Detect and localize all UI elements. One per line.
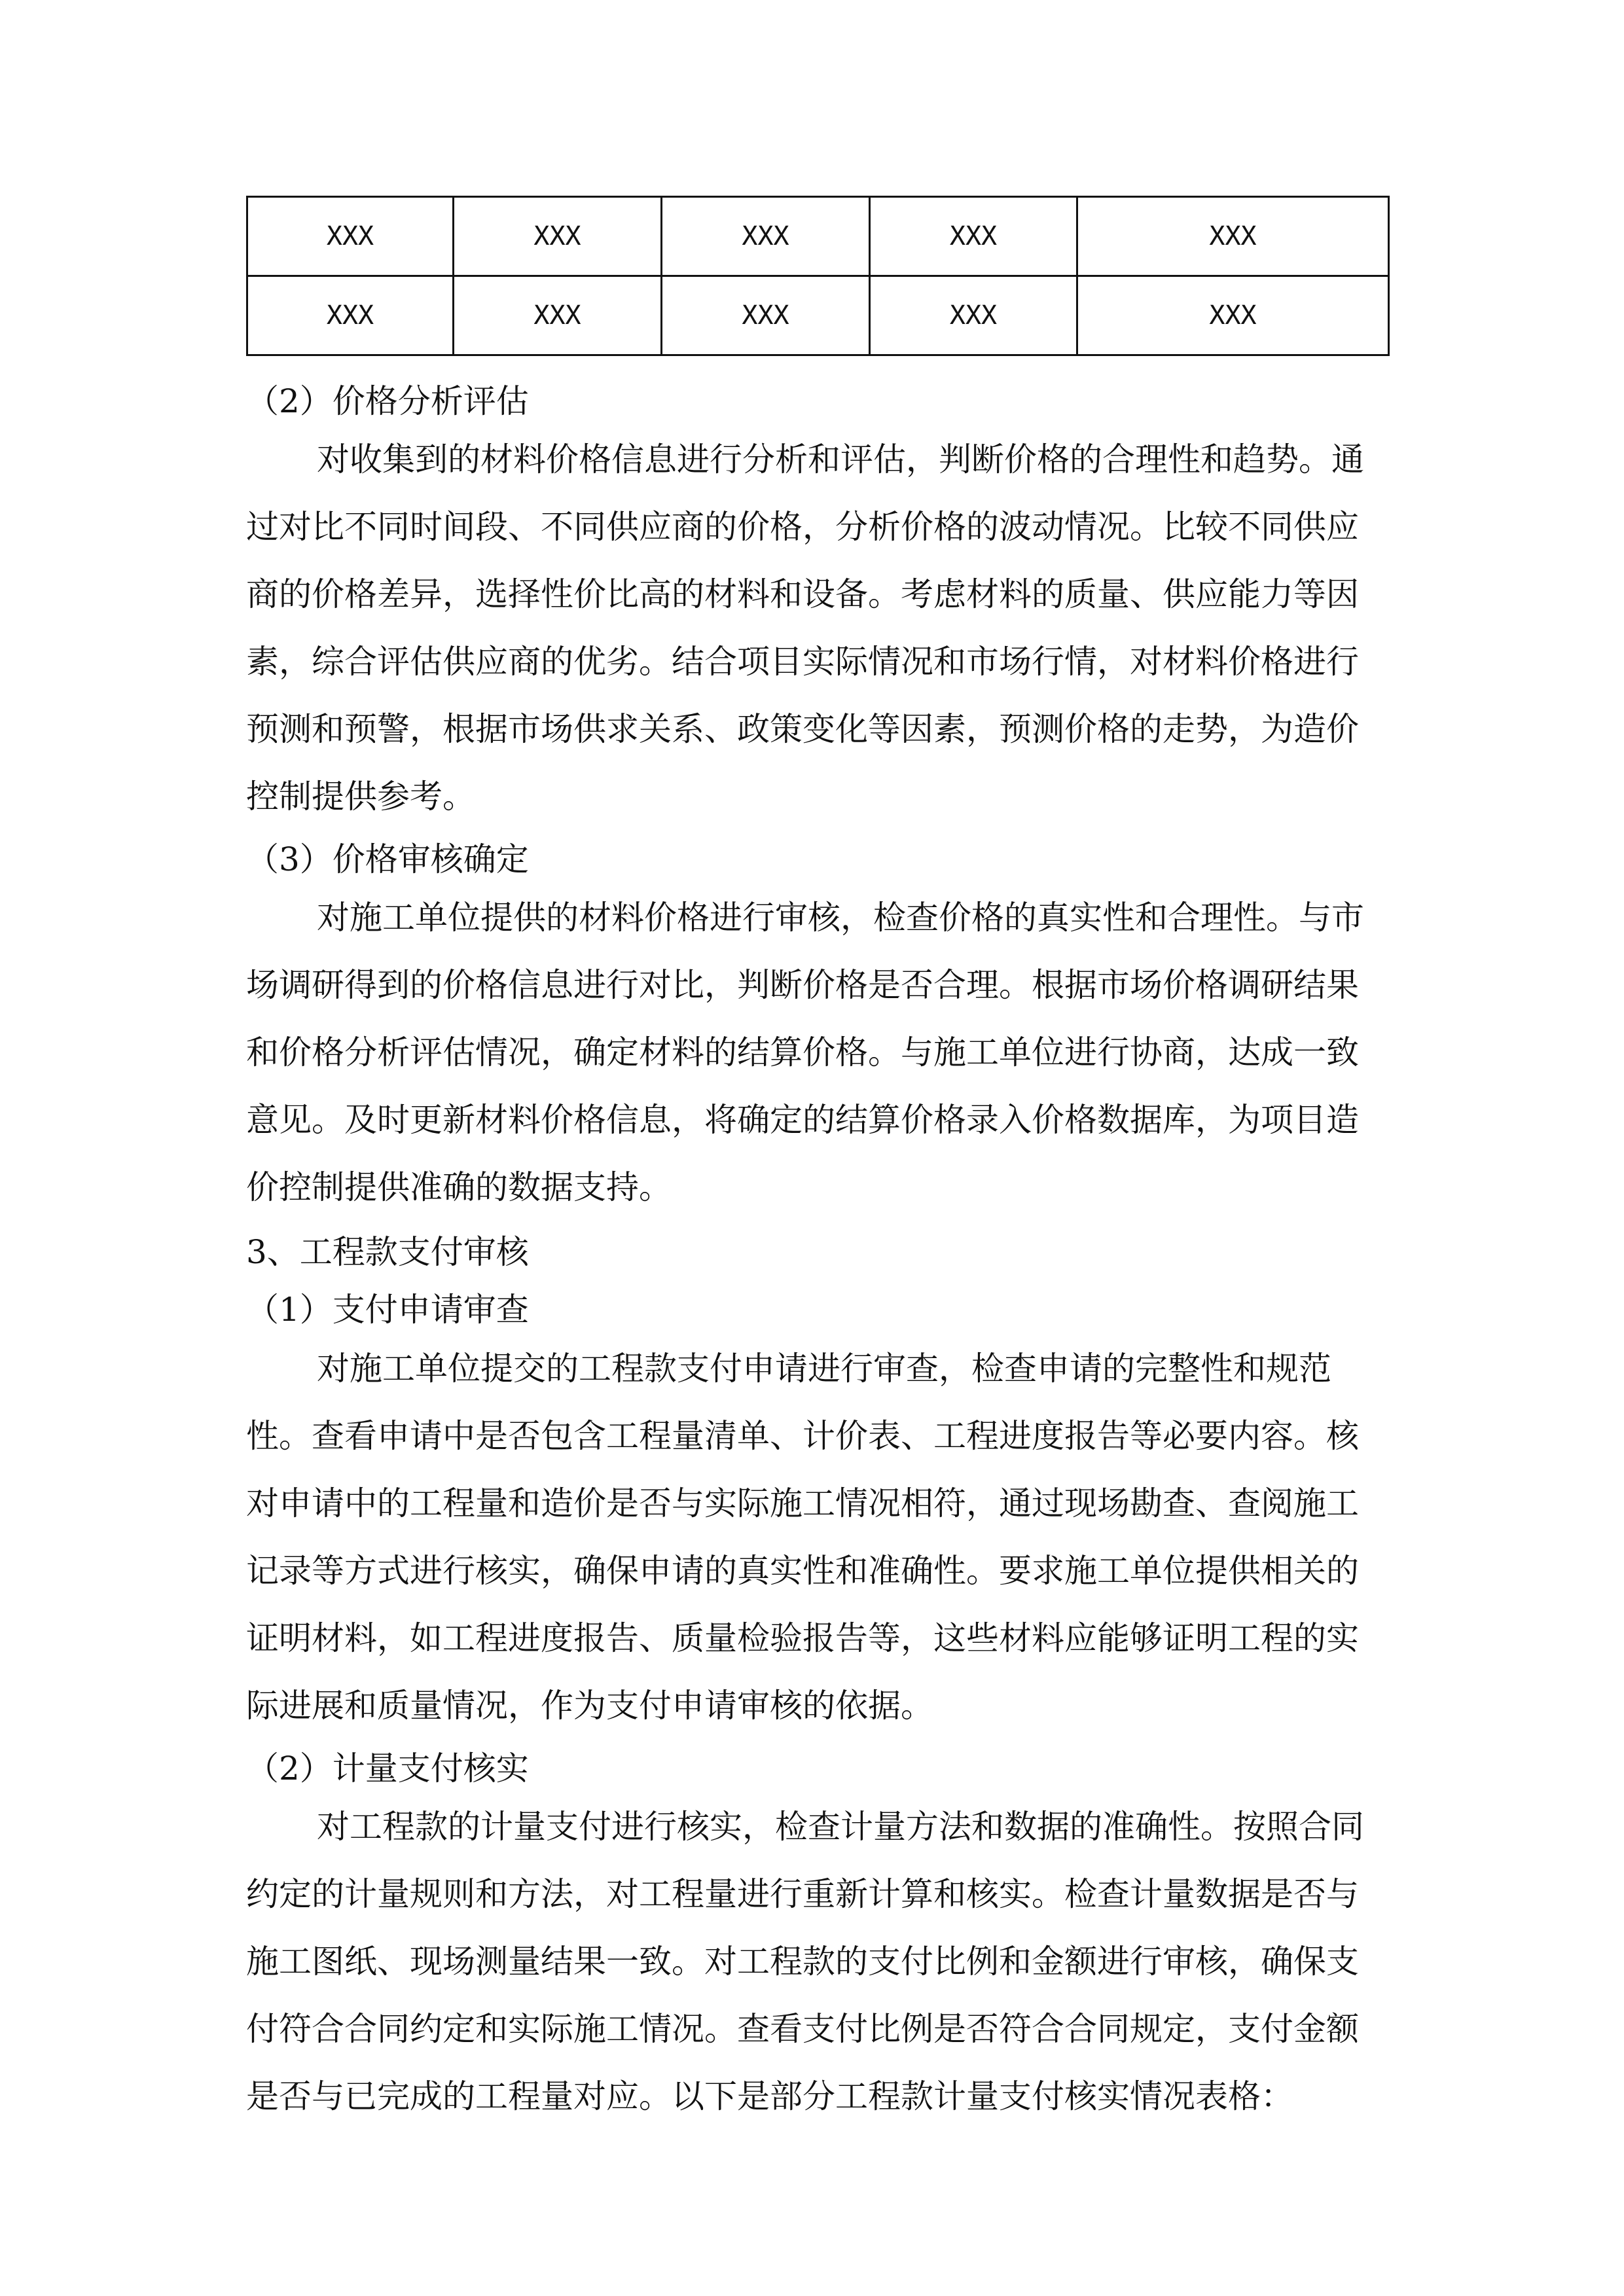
table-row (247, 197, 1389, 276)
paragraph-measure-verify: 对工程款的计量支付进行核实，检查计量方法和数据的准确性。按照合同 约定的计量规则和方法，对工程量进行重新计算和核实。检查计量数据是否与 施工图纸、现场测量结果一致。对工程款的支付比例和金额进行审核，确保支 付符合合同约定和实际施工情况。查看支付比例是否符合合同规定，支付金额 是否与已完成的工程量对应。以下是部分工程款计量支付核实情况表格： (246, 1808, 1364, 2115)
paragraph-application-review: 对施工单位提交的工程款支付申请进行审查，检查申请的完整性和规范 性。查看申请中是否包含工程量清单、计价表、工程进度报告等必要内容。核 对申请中的工程量和造价是否与实际施工情况相符，通过现场勘查、查阅施工 记录等方式进行核实，确保申请的真实性和准确性。要求施工单位提供相关的 证明材料，如工程进度报告、质量检验报告等，这些材料应能够证明工程的实 际进展和质量情况，作为支付申请审核的依据。 (246, 1350, 1359, 1725)
table-cell: XXX (662, 197, 870, 276)
heading-payment-review: 3、工程款支付审核 (246, 1233, 529, 1271)
table-cell: XXX (1077, 197, 1389, 276)
price-table (246, 196, 1390, 356)
heading-measure-verify: （2）计量支付核实 (246, 1749, 529, 1787)
paragraph-price-analysis: 对收集到的材料价格信息进行分析和评估，判断价格的合理性和趋势。通 过对比不同时间段、不同供应商的价格，分析价格的波动情况。比较不同供应 商的价格差异，选择性价比高的材料和设备。考虑材料的质量、供应能力等因 素，综合评估供应商的优劣。结合项目实际情况和市场行情，对材料价格进行 预测和预警，根据市场供求关系、政策变化等因素，预测价格的走势，为造价 控制提供参考。 (246, 440, 1364, 816)
table-cell: XXX (870, 197, 1077, 276)
table-cell: XXX (1077, 276, 1389, 355)
table-cell: XXX (870, 276, 1077, 355)
heading-price-analysis: （2）价格分析评估 (246, 382, 529, 420)
table-cell: XXX (454, 276, 662, 355)
table-cell: XXX (662, 276, 870, 355)
heading-application-review: （1）支付申请审查 (246, 1291, 529, 1329)
table-cell: XXX (247, 197, 454, 276)
table-row (247, 276, 1389, 355)
table-cell: XXX (454, 197, 662, 276)
heading-price-review: （3）价格审核确定 (246, 840, 529, 878)
paragraph-price-review: 对施工单位提供的材料价格进行审核，检查价格的真实性和合理性。与市 场调研得到的价格信息进行对比，判断价格是否合理。根据市场价格调研结果 和价格分析评估情况，确定材料的结算价格。与施工单位进行协商，达成一致 意见。及时更新材料价格信息，将确定的结算价格录入价格数据库，为项目造 价控制提供准确的数据支持。 (246, 899, 1364, 1206)
table-cell: XXX (247, 276, 454, 355)
